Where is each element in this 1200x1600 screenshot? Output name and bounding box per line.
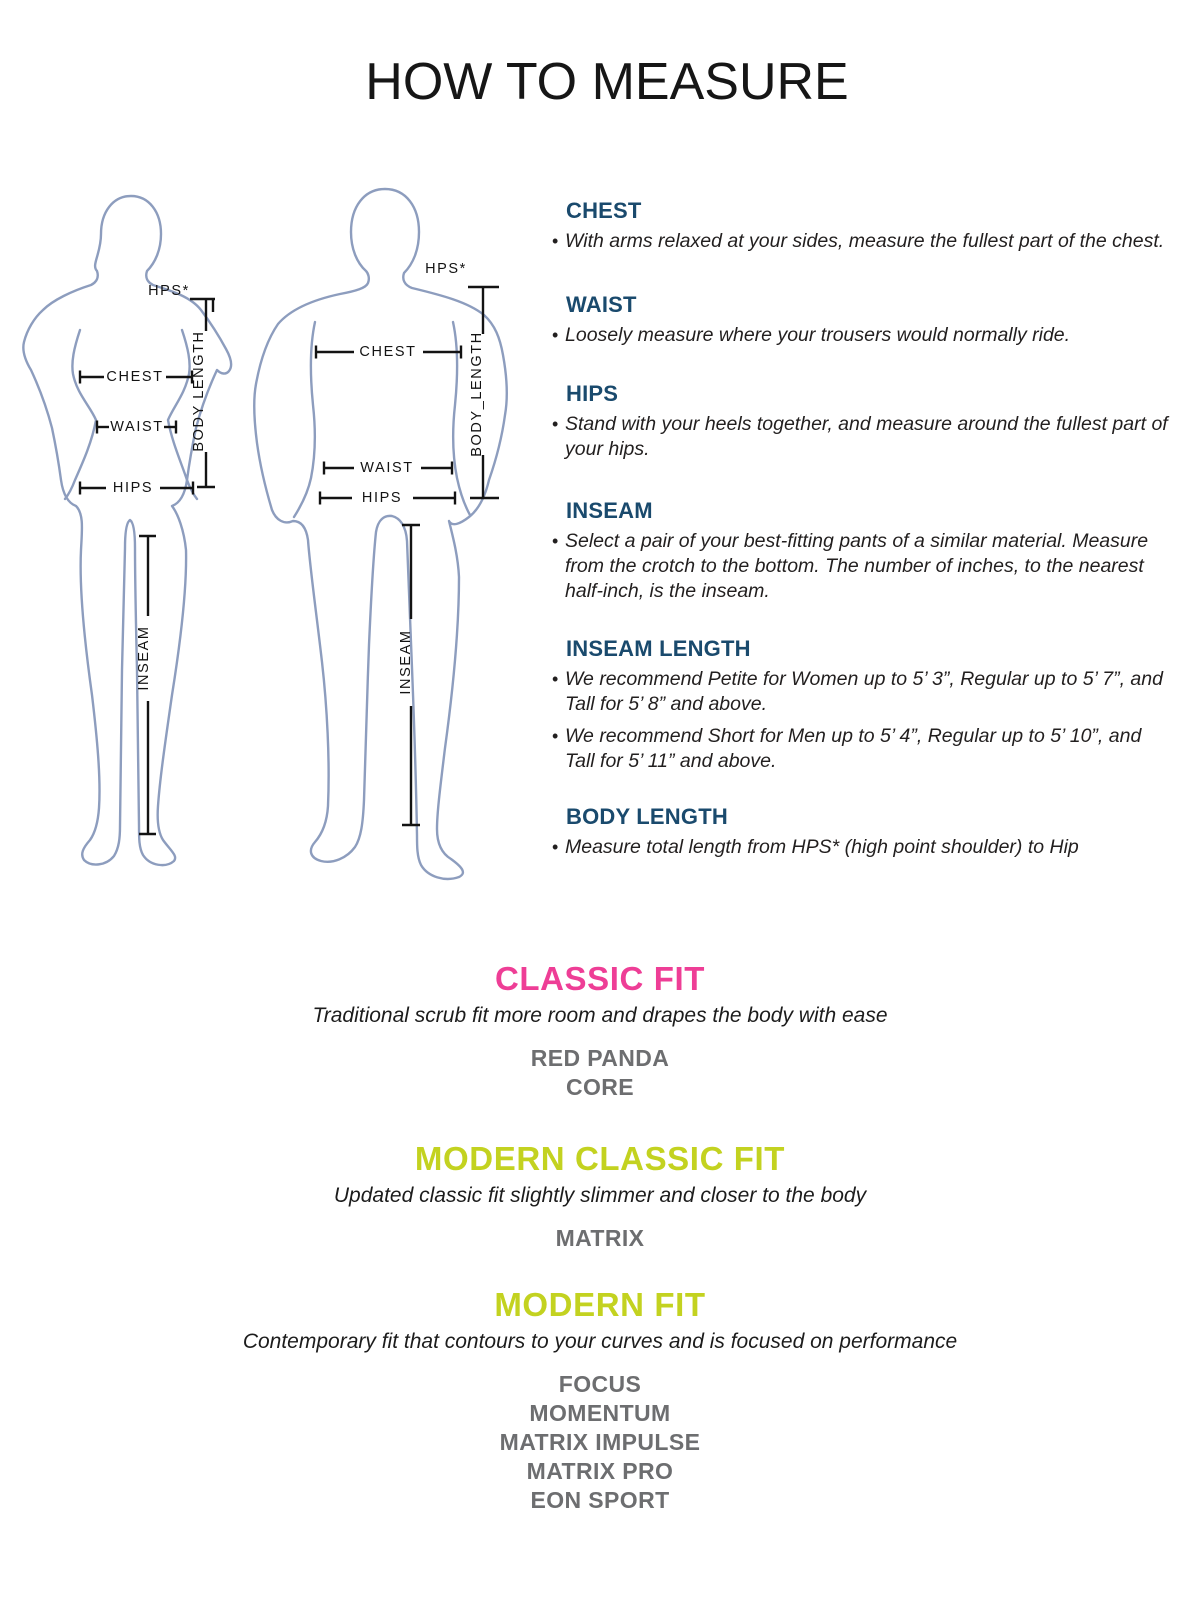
section-title: CHEST: [566, 198, 642, 223]
bullet-marker: •: [552, 669, 559, 689]
bullet-item: [552, 667, 1170, 717]
fit-product: MATRIX: [555, 1225, 645, 1251]
bullet-marker: •: [552, 414, 559, 434]
bullet-item: [552, 412, 1170, 462]
fit-description: Contemporary fit that contours to your curves and is focused on performance: [242, 1330, 958, 1353]
fit-product: RED PANDA: [530, 1045, 670, 1071]
female-hps-label: HPS*: [148, 283, 190, 299]
fit-block-modern-classic: [0, 1140, 1200, 1253]
measure-section-body-length: [552, 804, 1170, 867]
bullet-marker: •: [552, 837, 559, 857]
male-body-length-label: BODY_LENGTH: [469, 331, 485, 457]
bullet-marker: •: [552, 231, 559, 251]
fit-product: MATRIX IMPULSE: [499, 1429, 701, 1455]
fit-block-classic: [0, 960, 1200, 1102]
fit-products: [0, 1044, 1200, 1102]
fit-products: [0, 1224, 1200, 1253]
section-title: INSEAM: [566, 498, 653, 523]
male-waist-label: WAIST: [360, 460, 414, 476]
bullet-item: [552, 724, 1170, 774]
female-hips-label: HIPS: [112, 480, 154, 496]
measure-section-chest: [552, 198, 1170, 261]
measure-section-inseam-length: [552, 636, 1170, 781]
bullet-text: We recommend Short for Men up to 5’ 4”, Regular up to 5’ 10”, and Tall for 5’ 11” and above.: [565, 725, 1142, 772]
section-title: WAIST: [566, 292, 637, 317]
measure-section-waist: [552, 292, 1170, 355]
bullet-item: [552, 229, 1170, 254]
male-hps-label: HPS*: [425, 261, 467, 277]
male-silhouette: [254, 189, 507, 879]
bullet-item: [552, 835, 1170, 860]
section-title: INSEAM LENGTH: [566, 636, 751, 661]
page-title: HOW TO MEASURE: [365, 53, 849, 111]
bullet-marker: •: [552, 325, 559, 345]
fit-products: [0, 1370, 1200, 1515]
fit-product: EON SPORT: [530, 1487, 670, 1513]
bullet-text: Loosely measure where your trousers would normally ride.: [565, 324, 1071, 346]
bullet-text: Select a pair of your best-fitting pants of a similar material. Measure from the crotch to the bottom. The number of inches, to the nearest half-inch, is the inseam.: [565, 530, 1149, 602]
male-chest-label: CHEST: [359, 344, 417, 360]
fit-product: MATRIX PRO: [526, 1458, 674, 1484]
bullet-text: Stand with your heels together, and measure around the fullest part of your hips.: [565, 413, 1168, 460]
female-chest-label: CHEST: [106, 369, 164, 385]
bullet-text: With arms relaxed at your sides, measure the fullest part of the chest.: [565, 230, 1165, 252]
fit-name: CLASSIC FIT: [494, 960, 706, 997]
bullet-text: Measure total length from HPS* (high point shoulder) to Hip: [565, 836, 1079, 858]
fit-description: Updated classic fit slightly slimmer and closer to the body: [333, 1184, 867, 1207]
section-title: BODY LENGTH: [566, 804, 728, 829]
male-inseam-label: INSEAM: [398, 629, 414, 695]
bullet-item: [552, 323, 1170, 348]
female-inseam-label: INSEAM: [136, 625, 152, 691]
male-hips-label: HIPS: [361, 490, 403, 506]
bullet-item: [552, 529, 1170, 604]
measure-section-inseam: [552, 498, 1170, 611]
female-silhouette: [23, 196, 231, 865]
bullet-text: We recommend Petite for Women up to 5’ 3”, Regular up to 5’ 7”, and Tall for 5’ 8” and above.: [565, 668, 1163, 715]
fit-name: MODERN FIT: [494, 1286, 706, 1323]
section-title: HIPS: [566, 381, 619, 406]
bullet-marker: •: [552, 726, 559, 746]
fit-block-modern: [0, 1286, 1200, 1515]
fit-name: MODERN CLASSIC FIT: [414, 1140, 786, 1177]
fit-description: Traditional scrub fit more room and drapes the body with ease: [312, 1004, 888, 1027]
fit-product: MOMENTUM: [529, 1400, 671, 1426]
bullet-marker: •: [552, 531, 559, 551]
female-body-length-label: BODY LENGTH: [191, 330, 207, 452]
female-waist-label: WAIST: [110, 419, 164, 435]
fit-product: CORE: [565, 1074, 635, 1100]
fit-product: FOCUS: [558, 1371, 642, 1397]
measure-section-hips: [552, 381, 1170, 469]
